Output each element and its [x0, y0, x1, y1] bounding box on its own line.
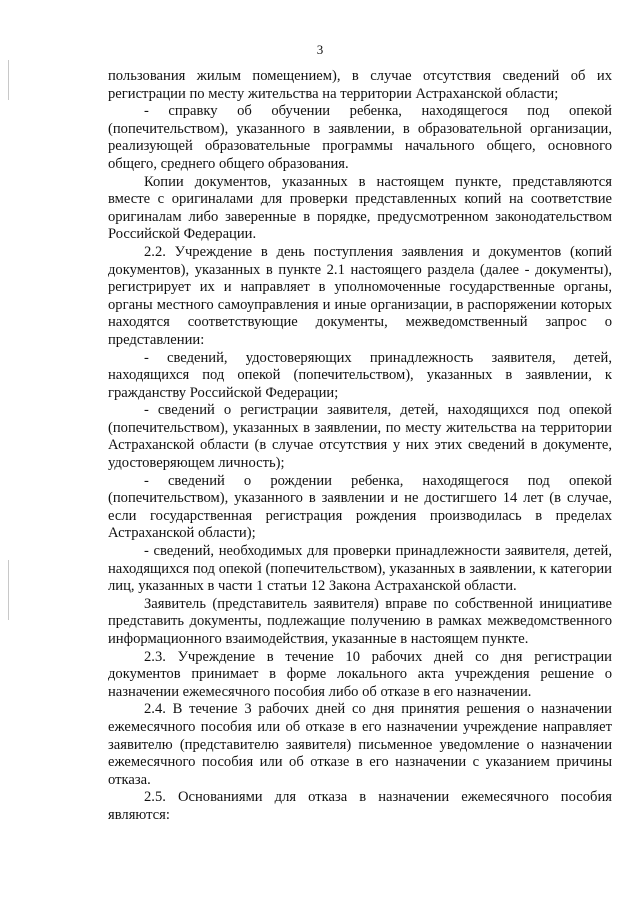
paragraph: - сведений о регистрации заявителя, детей, находящихся под опекой (попечительством), указанных в заявлении, по месту жительства на территории Астраханской области (в случае отсутствия у них этих сведений в документе, удостоверяющем личность); [108, 402, 612, 472]
paragraph: - сведений, удостоверяющих принадлежность заявителя, детей, находящихся под опекой (попечительством), указанных в заявлении, к гражданству Российской Федерации; [108, 349, 612, 401]
paragraph: Заявитель (представитель заявителя) вправе по собственной инициативе представить документы, подлежащие получению в рамках межведомственного информационного взаимодействия, указанные в настоящем пункте. [108, 595, 612, 647]
paragraph: 2.3. Учреждение в течение 10 рабочих дней со дня регистрации документов принимает в форме локального акта учреждения решение о назначении ежемесячного пособия либо об отказе в его назначении. [108, 648, 612, 700]
paragraph: Копии документов, указанных в настоящем пункте, представляются вместе с оригиналами для проверки представленных копий на соответствие оригиналам либо заверенные в порядке, предусмотренном законодательством Российской Федерации. [108, 173, 612, 243]
paragraph: 2.5. Основаниями для отказа в назначении ежемесячного пособия являются: [108, 789, 612, 823]
paragraph: - сведений о рождении ребенка, находящегося под опекой (попечительством), указанного в заявлении и не достигшего 14 лет (в случае, если государственная регистрация рождения производилась в пределах Астраханской области); [108, 472, 612, 542]
document-body [108, 68, 612, 825]
paragraph: 2.4. В течение 3 рабочих дней со дня принятия решения о назначении ежемесячного пособия или об отказе в его назначении учреждение направляет заявителю (представителю заявителя) письменное уведомление о назначении ежемесячного пособия или об отказе в его назначении с указанием причины отказа. [108, 701, 612, 788]
paragraph: 2.2. Учреждение в день поступления заявления и документов (копий документов), указанных в пункте 2.1 настоящего раздела (далее - документы), регистрирует их и направляет в уполномоченные государственные органы, органы местного самоуправления и иные организации, в распоряжении которых находятся соответствующие документы, межведомственный запрос о представлении: [108, 243, 612, 348]
paragraph: пользования жилым помещением), в случае отсутствия сведений об их регистрации по месту жительства на территории Астраханской области; [108, 68, 612, 102]
paragraph: - справку об обучении ребенка, находящегося под опекой (попечительством), указанного в заявлении, в образовательной организации, реализующей образовательные программы начального общего, основного общего, среднего общего образования. [108, 103, 612, 172]
page-number: 3 [316, 42, 324, 57]
scan-edge-mark [8, 60, 9, 100]
scan-edge-mark [8, 560, 9, 620]
paragraph: - сведений, необходимых для проверки принадлежности заявителя, детей, находящихся под опекой (попечительством), указанных в заявлении, к категории лиц, указанных в части 1 статьи 12 Закона Астраханской области. [108, 543, 612, 595]
